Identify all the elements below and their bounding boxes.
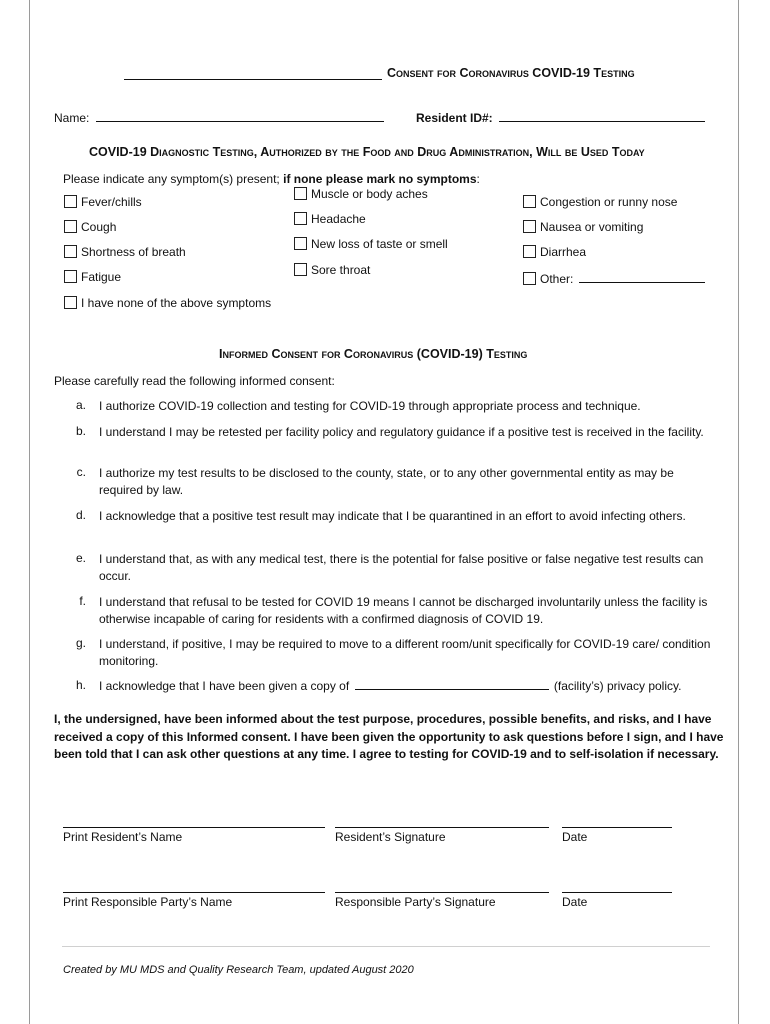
name-field[interactable] bbox=[54, 110, 384, 125]
responsible-party-signature-line[interactable] bbox=[335, 892, 549, 893]
form-title: Consent for Coronavirus COVID-19 Testing bbox=[387, 66, 635, 80]
checkbox[interactable] bbox=[523, 272, 536, 285]
name-label: Name: bbox=[54, 111, 90, 125]
symptom-loss-of-taste-checkbox[interactable]: New loss of taste or smell bbox=[294, 237, 448, 251]
symptom-congestion-checkbox[interactable]: Congestion or runny nose bbox=[523, 195, 677, 209]
resident-date-line[interactable] bbox=[562, 827, 672, 828]
facility-name-blank[interactable] bbox=[124, 67, 382, 85]
resident-name-label: Print Resident’s Name bbox=[63, 830, 183, 844]
footer-divider bbox=[62, 946, 710, 947]
responsible-party-name-label: Print Responsible Party’s Name bbox=[63, 895, 233, 909]
symptom-cough-checkbox[interactable]: Cough bbox=[64, 220, 116, 234]
checkbox[interactable] bbox=[523, 195, 536, 208]
diagnostic-heading: COVID-19 Diagnostic Testing, Authorized by the Food and Drug Administration, Will be Used Today bbox=[89, 145, 645, 159]
symptom-fever-checkbox[interactable]: Fever/chills bbox=[64, 195, 142, 209]
checkbox[interactable] bbox=[294, 212, 307, 225]
checkbox[interactable] bbox=[64, 270, 77, 283]
checkbox[interactable] bbox=[294, 237, 307, 250]
resident-id-field[interactable] bbox=[416, 110, 705, 125]
symptom-other-checkbox[interactable]: Other: bbox=[523, 271, 705, 286]
symptom-fatigue-checkbox[interactable]: Fatigue bbox=[64, 270, 121, 284]
responsible-party-date-line[interactable] bbox=[562, 892, 672, 893]
read-instruction: Please carefully read the following informed consent: bbox=[54, 374, 335, 388]
checkbox[interactable] bbox=[523, 220, 536, 233]
resident-signature-label: Resident’s Signature bbox=[335, 830, 446, 844]
checkbox[interactable] bbox=[64, 220, 77, 233]
resident-date-label: Date bbox=[562, 830, 588, 844]
symptom-nausea-checkbox[interactable]: Nausea or vomiting bbox=[523, 220, 643, 234]
symptom-none-checkbox[interactable]: I have none of the above symptoms bbox=[64, 296, 271, 310]
checkbox[interactable] bbox=[64, 296, 77, 309]
responsible-party-date-label: Date bbox=[562, 895, 588, 909]
symptom-other-input[interactable] bbox=[579, 271, 705, 283]
resident-signature-line[interactable] bbox=[335, 827, 549, 828]
responsible-party-signature-label: Responsible Party’s Signature bbox=[335, 895, 496, 909]
symptom-sore-throat-checkbox[interactable]: Sore throat bbox=[294, 263, 370, 277]
symptom-diarrhea-checkbox[interactable]: Diarrhea bbox=[523, 245, 586, 259]
facility-privacy-blank[interactable] bbox=[355, 678, 549, 690]
checkbox[interactable] bbox=[523, 245, 536, 258]
resident-id-label: Resident ID#: bbox=[416, 111, 493, 125]
informed-consent-heading: Informed Consent for Coronavirus (COVID-19) Testing bbox=[219, 347, 528, 361]
symptom-prompt: Please indicate any symptom(s) present; if none please mark no symptoms: bbox=[63, 172, 480, 186]
checkbox[interactable] bbox=[64, 245, 77, 258]
footer-credit: Created by MU MDS and Quality Research Team, updated August 2020 bbox=[63, 964, 414, 976]
symptom-headache-checkbox[interactable]: Headache bbox=[294, 212, 366, 226]
checkbox[interactable] bbox=[294, 187, 307, 200]
resident-name-line[interactable] bbox=[63, 827, 325, 828]
symptom-shortness-of-breath-checkbox[interactable]: Shortness of breath bbox=[64, 245, 186, 259]
consent-statement: I, the undersigned, have been informed about the test purpose, procedures, possible benefits, and risks, and I have received a copy of this Informed consent. I have been given the opportunity to ask questions before I sign, and I have been told that I can ask other questions at any time. I agree to testing for COVID-19 and to self-isolation if necessary. bbox=[54, 712, 724, 761]
name-input[interactable] bbox=[96, 110, 384, 122]
resident-id-input[interactable] bbox=[499, 110, 705, 122]
checkbox[interactable] bbox=[64, 195, 77, 208]
responsible-party-name-line[interactable] bbox=[63, 892, 325, 893]
checkbox[interactable] bbox=[294, 263, 307, 276]
symptom-muscle-aches-checkbox[interactable]: Muscle or body aches bbox=[294, 187, 428, 201]
